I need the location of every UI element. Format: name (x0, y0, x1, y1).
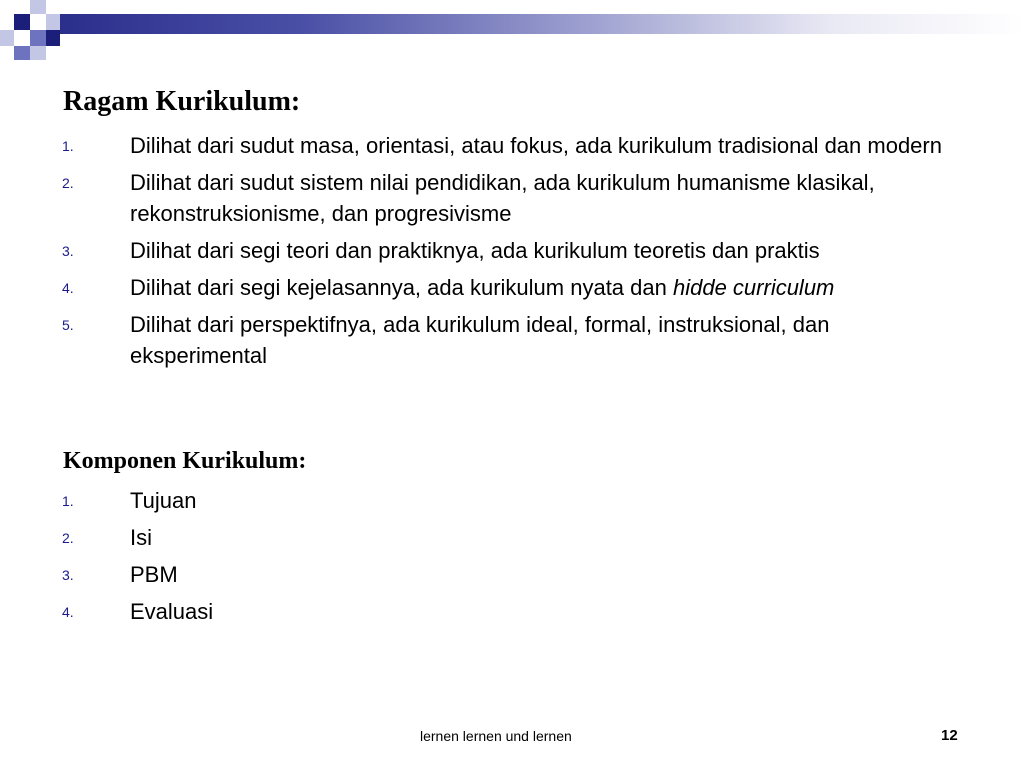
list-item (0, 559, 970, 590)
footer-text: lernen lernen und lernen (420, 728, 572, 744)
header-square (46, 14, 60, 30)
page-number: 12 (941, 727, 958, 744)
list-text: Isi (130, 525, 152, 550)
header-square (0, 30, 14, 46)
list-text: Dilihat dari segi teori dan praktiknya, ada kurikulum teoretis dan praktis (130, 238, 820, 263)
list-text: Dilihat dari sudut masa, orientasi, atau fokus, ada kurikulum tradisional dan modern (130, 133, 942, 158)
list-number: 1. (62, 493, 74, 509)
list-item (0, 485, 970, 516)
list-item (0, 309, 970, 371)
list-item (0, 167, 970, 229)
list-number: 5. (62, 317, 74, 333)
list-item (0, 235, 970, 266)
header-square (46, 30, 60, 46)
list-number: 3. (62, 567, 74, 583)
list-text: Evaluasi (130, 599, 214, 624)
list-item (0, 130, 970, 161)
list-text: Dilihat dari segi kejelasannya, ada kurikulum nyata dan (130, 275, 673, 300)
list-number: 2. (62, 175, 74, 191)
list-item (0, 272, 970, 303)
header-square (30, 46, 46, 60)
list-number: 4. (62, 280, 74, 296)
list-text: PBM (130, 562, 178, 587)
list-number: 3. (62, 243, 74, 259)
list-item (0, 596, 970, 627)
list-number: 2. (62, 530, 74, 546)
list-text: Dilihat dari perspektifnya, ada kurikulum ideal, formal, instruksional, dan eksperimental (130, 312, 830, 368)
list-number: 4. (62, 604, 74, 620)
list-number: 1. (62, 138, 74, 154)
section-title-komponen: Komponen Kurikulum: (63, 448, 307, 474)
section-title-ragam: Ragam Kurikulum: (63, 86, 301, 117)
header-square (14, 14, 30, 30)
list-text-italic: hidde curriculum (672, 275, 835, 300)
ragam-list (0, 130, 970, 377)
header-square (14, 46, 30, 60)
list-text-container (130, 272, 970, 303)
list-text: Dilihat dari sudut sistem nilai pendidikan, ada kurikulum humanisme klasikal, rekonstruksionisme, dan progresivisme (130, 170, 875, 226)
header-gradient-bar (60, 14, 1024, 34)
list-text: Tujuan (130, 488, 197, 513)
komponen-list (0, 485, 970, 633)
list-item (0, 522, 970, 553)
header-square (30, 0, 46, 14)
header-square (30, 30, 46, 46)
